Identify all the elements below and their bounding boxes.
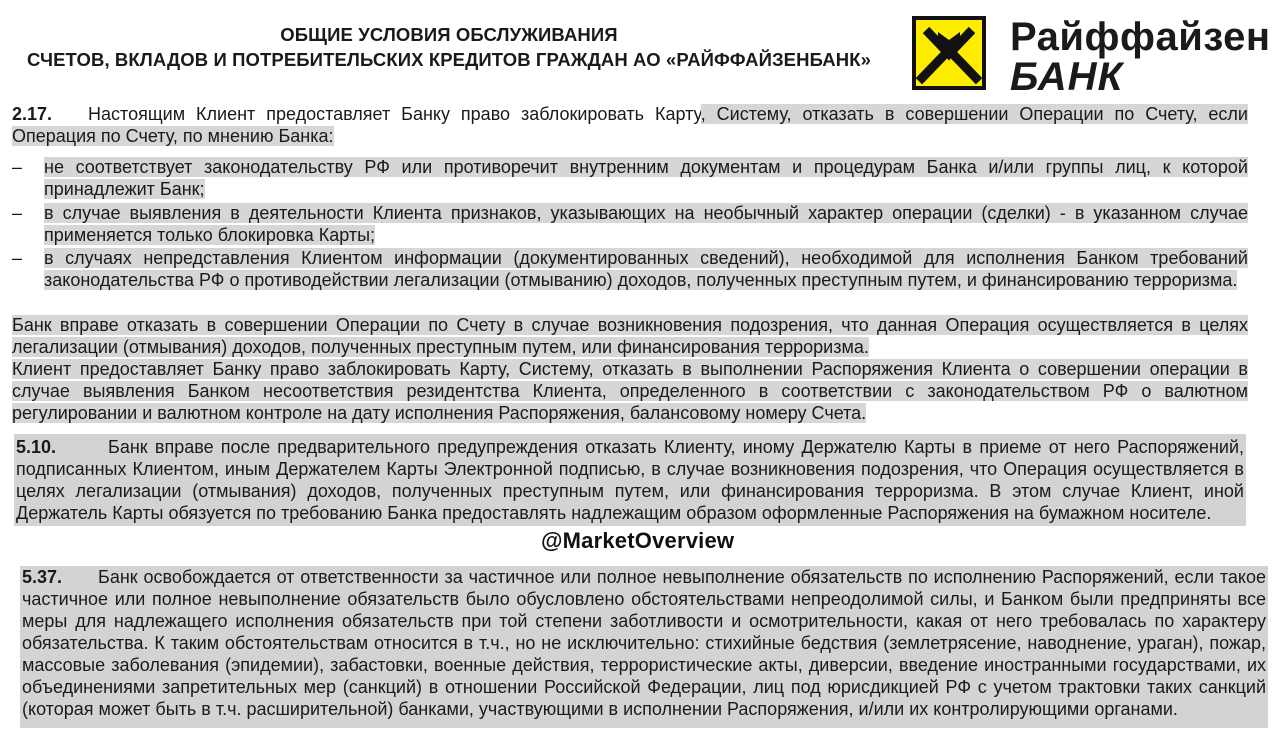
list-item	[12, 202, 1248, 246]
document-title	[14, 22, 884, 72]
bullet-text: в случае выявления в деятельности Клиента признаков, указывающих на необычный характер операции (сделки) - в указанном случае применяется только блокировка Карты;	[44, 203, 1248, 245]
section-5-10-text: Банк вправе после предварительного предупреждения отказать Клиенту, иному Держателю Карты в приеме от него Распоряжений, подписанных Клиентом, иным Держателем Карты Электронной подписью, в случае возникновения подозрения, что Операция осуществляется в целях легализации (отмывания) доходов, полученных преступным путем, или финансирования терроризма. В этом случае Клиент, иной Держатель Карты обязуется по требованию Банка предоставлять надлежащим образом оформленные Распоряжения на бумажном носителе.	[16, 437, 1244, 523]
section-2-17-paragraph	[12, 314, 1248, 358]
section-5-37-text: Банк освобождается от ответственности за частичное или полное невыполнение обязательств по исполнению Распоряжений, если такое частичное или полное невыполнение обязательств было обусловлено обстоятельствами непреодолимой силы, и Банком были предприняты все меры для надлежащего исполнения обязательств при той степени заботливости и осмотрительности, какая от него требовалась по характеру обязательства. К таким обстоятельствам относится в т.ч., но не исключительно: стихийные бедствия (землетрясение, наводнение, ураган), пожар, массовые заболевания (эпидемии), забастовки, военные действия, террористические акты, диверсии, введение иностранными государствами, их объединениями запретительных мер (санкций) в отношении Российской Федерации, лиц под юрисдикцией РФ с учетом трактовки таких санкций (которая может быть в т.ч. расширительной) банками, участвующими в исполнении Распоряжения, и/или их контролирующими органами.	[22, 567, 1266, 719]
list-item	[12, 156, 1248, 200]
section-number: 5.10.	[16, 437, 57, 457]
bullet-dash: –	[12, 157, 23, 177]
document-title-line-1: ОБЩИЕ УСЛОВИЯ ОБСЛУЖИВАНИЯ	[280, 24, 618, 45]
bullet-dash: –	[12, 248, 23, 268]
section-number: 5.37.	[22, 567, 63, 587]
logo-name: Райффайзен	[1010, 15, 1271, 59]
section-2-17-paragraph	[12, 358, 1248, 424]
section-5-37	[20, 566, 1268, 728]
paragraph-text: Банк вправе отказать в совершении Операции по Счету в случае возникновения подозрения, что данная Операция осуществляется в целях легализации (отмывания) доходов, полученных преступным путем, или финансирования терроризма.	[12, 315, 1248, 357]
section-2-17-intro-highlight: , Систему, отказать в совершении Операции по Счету, если Операция по Счету, по мнению Банка:	[12, 104, 1248, 146]
list-item	[12, 247, 1248, 291]
logo-subtitle: БАНК	[1010, 55, 1124, 99]
bullet-dash: –	[12, 203, 23, 223]
section-2-17-intro-plain: Настоящим Клиент предоставляет Банку право заблокировать Карту	[88, 104, 701, 124]
channel-watermark: @MarketOverview	[541, 528, 735, 553]
section-2-17-intro	[12, 103, 1248, 147]
bullet-text: не соответствует законодательству РФ или противоречит внутренним документам и процедурам Банка и/или группы лиц, к которой принадлежит Банк;	[44, 157, 1248, 199]
paragraph-text: Клиент предоставляет Банку право заблокировать Карту, Систему, отказать в выполнении Распоряжения Клиента о совершении операции в случае выявления Банком несоответствия резидентства Клиента, определенного в соответствии с законодательством РФ о валютном регулировании и валютном контроле на дату исполнения Распоряжения, балансовому номеру Счета.	[12, 359, 1248, 423]
document-title-line-2: СЧЕТОВ, ВКЛАДОВ И ПОТРЕБИТЕЛЬСКИХ КРЕДИТОВ ГРАЖДАН АО «РАЙФФАЙЗЕНБАНК»	[27, 49, 871, 70]
raiffeisen-crossed-horses-icon	[912, 16, 986, 90]
bullet-text: в случаях непредставления Клиентом информации (документированных сведений), необходимой для исполнения Банком требований законодательства РФ о противодействии легализации (отмыванию) доходов, полученных преступным путем, и финансированию терроризма.	[44, 248, 1248, 290]
section-5-10	[14, 434, 1246, 526]
section-number: 2.17.	[12, 104, 53, 124]
